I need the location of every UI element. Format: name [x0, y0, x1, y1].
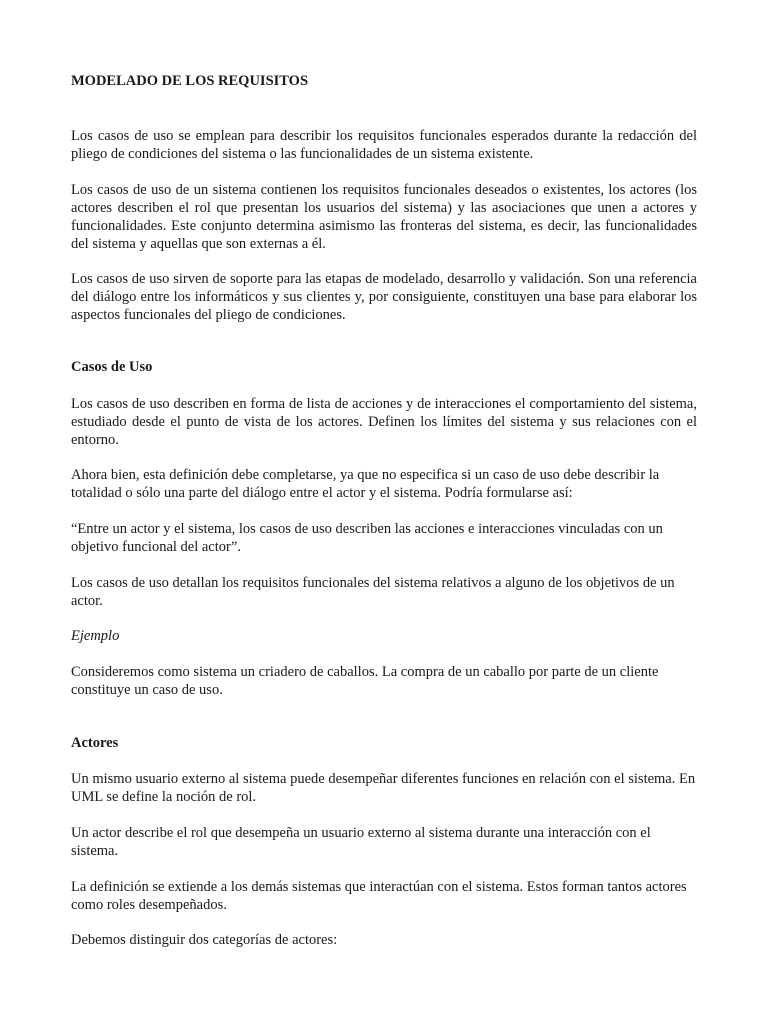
intro-paragraph-2: Los casos de uso de un sistema contienen los requisitos funcionales deseados o existentes, los actores (los actores describen el rol que presentan los usuarios del sistema) y las asociaciones que unen a actores y funcionalidades. Este conjunto determina asimismo las fronteras del sistema, es decir, las funcionalidades del sistema y aquellas que son externas a él. — [71, 182, 697, 252]
casos-quote-paragraph: “Entre un actor y el sistema, los casos de uso describen las acciones e interacciones vinculadas con un objetivo funcional del actor”. — [71, 521, 663, 555]
section-heading-actores: Actores — [71, 735, 119, 751]
intro-paragraph-1: Los casos de uso se emplean para describir los requisitos funcionales esperados durante la redacción del pliego de condiciones del sistema o las funcionalidades de un sistema existente. — [71, 128, 697, 162]
actores-paragraph-2: Un actor describe el rol que desempeña un usuario externo al sistema durante una interacción con el sistema. — [71, 825, 651, 859]
example-paragraph: Consideremos como sistema un criadero de caballos. La compra de un caballo por parte de un cliente constituye un caso de uso. — [71, 664, 659, 698]
section-heading-casos-de-uso: Casos de Uso — [71, 359, 153, 375]
document-title: MODELADO DE LOS REQUISITOS — [71, 73, 309, 89]
casos-paragraph-2: Ahora bien, esta definición debe completarse, ya que no especifica si un caso de uso debe describir la totalidad o sólo una parte del diálogo entre el actor y el sistema. Podría formularse así: — [71, 467, 660, 501]
actores-paragraph-1: Un mismo usuario externo al sistema puede desempeñar diferentes funciones en relación con el sistema. En UML se define la noción de rol. — [71, 771, 696, 805]
actores-paragraph-3: La definición se extiende a los demás sistemas que interactúan con el sistema. Estos forman tantos actores como roles desempeñados. — [71, 879, 687, 913]
example-label: Ejemplo — [71, 628, 120, 644]
intro-paragraph-3: Los casos de uso sirven de soporte para las etapas de modelado, desarrollo y validación. Son una referencia del diálogo entre los informáticos y sus clientes y, por consiguiente, constituyen una base para elaborar los aspectos funcionales del pliego de condiciones. — [71, 271, 697, 323]
casos-paragraph-4: Los casos de uso detallan los requisitos funcionales del sistema relativos a alguno de los objetivos de un actor. — [71, 575, 675, 609]
actores-paragraph-4: Debemos distinguir dos categorías de actores: — [71, 932, 338, 948]
casos-paragraph-1: Los casos de uso describen en forma de lista de acciones y de interacciones el comportamiento del sistema, estudiado desde el punto de vista de los actores. Definen los límites del sistema y sus relaciones con el entorno. — [71, 396, 697, 448]
